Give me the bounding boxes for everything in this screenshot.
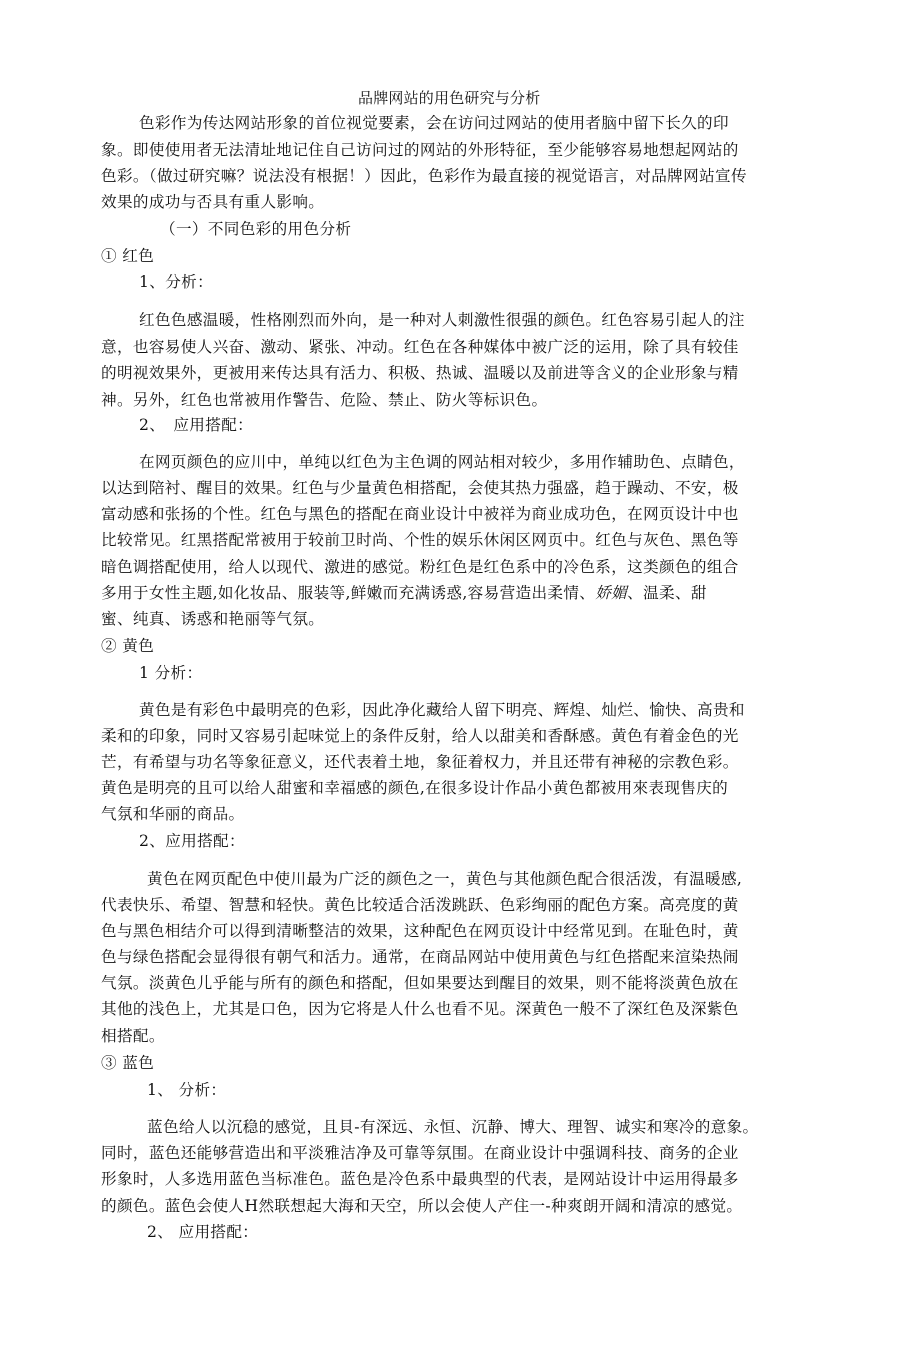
paragraph-line: 柔和的印象，同时又容易引起味觉上的条件反射，给人以甜美和香酥感。黄色有着金色的光: [101, 727, 739, 745]
yellow-heading: ② 黄色: [101, 637, 155, 655]
paragraph-line: 的明视效果外，更被用来传达具有活力、积极、热诚、温暖以及前进等含义的企业形象与精: [101, 364, 739, 382]
paragraph-line: 暗色调搭配使用，给人以现代、激进的感觉。粉红色是红色系中的冷色系，这类颜色的组合: [101, 558, 739, 576]
italic-text: 娇媚: [595, 584, 628, 602]
paragraph-line: 黄色是有彩色中最明亮的色彩，因此净化藏给人留下明亮、辉煌、灿烂、愉快、高贵和: [139, 701, 745, 719]
yellow-application-label: 2、应用搭配：: [139, 832, 245, 850]
paragraph-line: 蓝色给人以沉稳的感觉，且貝-有深远、永恒、沉静、博大、理智、诚实和寒冷的意象。: [147, 1118, 759, 1136]
paragraph-line: 神。另外，红色也常被用作警告、危险、禁止、防火等标识色。: [101, 391, 548, 409]
paragraph-line: 黄色是明亮的且可以给人甜蜜和幸福感的颜色,在很多设计作品小黄色都被用來表现售庆的: [101, 779, 729, 797]
paragraph-line: 代表快乐、希望、智慧和轻快。黄色比较适合活泼跳跃、色彩绚丽的配色方案。高亮度的黄: [101, 896, 739, 914]
paragraph-line: 气氛和华丽的商品。: [101, 805, 245, 823]
paragraph-line: 蜜、纯真、诱惑和艳丽等气氛。: [101, 610, 325, 628]
paragraph-line: 红色色感温暖，性格刚烈而外向，是一种对人刺激性很强的颜色。红色容易引起人的注: [139, 311, 745, 329]
red-analysis-label: 1、分析：: [139, 273, 214, 291]
red-application-label: 2、 应用搭配：: [139, 416, 254, 434]
paragraph-line: 形象时，人多选用蓝色当标准色。蓝色是冷色系中最典型的代表，是网站设计中运用得最多: [101, 1170, 739, 1188]
intro-line: 效果的成功与否具有重人影响。: [101, 193, 325, 211]
blue-analysis-label: 1、 分析：: [147, 1081, 227, 1099]
paragraph-line: [101, 583, 707, 603]
paragraph-line: 色与黑色相结介可以得到清晰整洁的效果，这种配色在网页设计中经常见到。在耻色时，黄: [101, 922, 739, 940]
red-heading: ① 红色: [101, 247, 155, 265]
paragraph-line: 意，也容易使人兴奋、激动、紧张、冲动。红色在各种媒体中被广泛的运用，除了具有较佳: [101, 338, 739, 356]
paragraph-line: 比较常见。红黑搭配常被用于较前卫时尚、个性的娱乐休闲区网页中。红色与灰色、黑色等: [101, 531, 739, 549]
paragraph-text: 多用于女性主题,如化妆品、服装等,鲜嫩而充满诱惑,容易营造出柔情、: [101, 584, 596, 602]
yellow-analysis-label: 1 分析：: [139, 664, 203, 682]
paragraph-line: 芒，有希望与功名等象征意义，还代表着土地，象征着权力，并且还带有神秘的宗教色彩。: [101, 753, 739, 771]
document-title: 品牌网站的用色研究与分析: [358, 89, 541, 107]
blue-application-label: 2、 应用搭配：: [147, 1223, 259, 1241]
paragraph-line: 同时，蓝色还能够营造出和平淡雅洁净及可靠等氛围。在商业设计中强调科技、商务的企业: [101, 1144, 739, 1162]
paragraph-line: 其他的浅色上，尤其是口色，因为它将是人什么也看不见。深黄色一般不了深红色及深紫色: [101, 1000, 739, 1018]
intro-line: 色彩。（做过研究嘛？说法没有根据！）因此，色彩作为最直接的视觉语言，对品牌网站宣传: [101, 167, 747, 185]
intro-line: 象。即使使用者无法清址地记住自己访问过的网站的外形特征，至少能够容易地想起网站的: [101, 141, 739, 159]
paragraph-line: 色与绿色搭配会显得很有朝气和活力。通常，在商品网站中使用黄色与红色搭配来渲染热闹: [101, 948, 739, 966]
paragraph-line: 黄色在网页配色中使川最为广泛的颜色之一，黄色与其他颜色配合很活泼，有温暖感,: [147, 870, 743, 888]
section-heading: （一）不同色彩的用色分析: [160, 220, 352, 238]
paragraph-line: 的颜色。蓝色会使人H然联想起大海和天空，所以会使人产住一-种爽朗开阔和清凉的感觉。: [101, 1197, 743, 1215]
paragraph-line: 以达到陪衬、醒目的效果。红色与少量黄色相搭配，会使其热力强盛，趋于躁动、不安，极: [101, 479, 739, 497]
paragraph-line: 气氛。淡黄色儿乎能与所有的颜色和搭配，但如果要达到醒目的效果，则不能将淡黄色放在: [101, 974, 739, 992]
intro-line: 色彩作为传达网站形象的首位视觉要素，会在访问过网站的使用者脑中留下长久的印: [139, 114, 729, 132]
paragraph-line: 在网页颜色的应川中，单纯以红色为主色调的网站相对较少，多用作辅助色、点睛色，: [139, 453, 745, 471]
paragraph-line: 相搭配。: [101, 1027, 165, 1045]
paragraph-text: 、温柔、甜: [627, 584, 707, 602]
blue-heading: ③ 蓝色: [101, 1054, 155, 1072]
paragraph-line: 富动感和张扬的个性。红色与黑色的搭配在商业设计中被祥为商业成功色，在网页设计中也: [101, 505, 739, 523]
